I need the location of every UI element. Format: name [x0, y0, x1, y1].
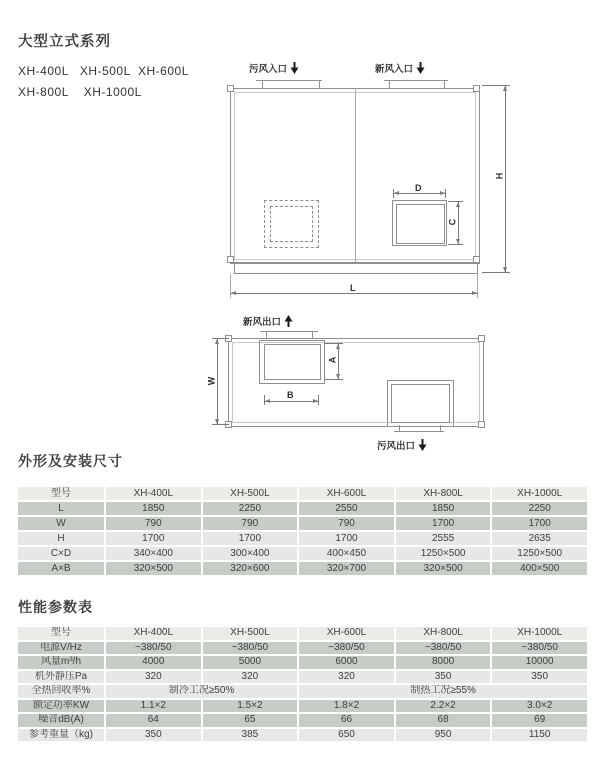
cell: 650 [299, 729, 394, 742]
table-row [18, 642, 587, 655]
table-row [18, 562, 587, 575]
table-row [18, 547, 587, 560]
dimensions-table [16, 485, 589, 577]
row-label: 噪音dB(A) [18, 714, 104, 727]
cell: 1250×500 [492, 547, 587, 560]
cell: 400×500 [492, 562, 587, 575]
row-label: 额定功率KW [18, 700, 104, 713]
cell: 320×700 [299, 562, 394, 575]
performance-section-heading: 性能参数表 [18, 599, 93, 615]
dim-tick [325, 343, 343, 344]
cell: 400×450 [299, 547, 394, 560]
dirty-air-outlet-text: 污风出口 [377, 441, 416, 452]
cell: 1250×500 [396, 547, 491, 560]
cell: 8000 [396, 656, 491, 669]
cell: 1700 [299, 532, 394, 545]
column-header: XH-800L [396, 487, 491, 500]
arrow-up-icon [284, 315, 293, 327]
row-label: 电源V/Hz [18, 642, 104, 655]
column-header: XH-1000L [492, 627, 587, 640]
cell: 2635 [492, 532, 587, 545]
fresh-air-outlet-text: 新风出口 [243, 317, 282, 328]
model-header: 型号 [18, 487, 104, 500]
cell: 6000 [299, 656, 394, 669]
dim-line-w [217, 338, 218, 425]
cell: 2555 [396, 532, 491, 545]
cell: 320×500 [396, 562, 491, 575]
dim-line-b [264, 401, 319, 402]
fresh-air-outlet-label [243, 314, 293, 328]
cell: 1150 [492, 729, 587, 742]
duct-stub-leg [399, 425, 400, 431]
dim-arrow [336, 344, 340, 349]
column-header: XH-400L [106, 627, 201, 640]
cell: 1700 [203, 532, 298, 545]
cell: 1.1×2 [106, 700, 201, 713]
table-header-row [18, 487, 587, 500]
dim-label-l: L [350, 283, 356, 293]
cell: 300×400 [203, 547, 298, 560]
page-title: 大型立式系列 [18, 34, 111, 50]
cell: 790 [203, 517, 298, 530]
cell: ~380/50 [106, 642, 201, 655]
dim-label-d: D [415, 183, 422, 193]
dim-tick [212, 424, 229, 425]
dim-tick [325, 379, 343, 380]
model-header: 型号 [18, 627, 104, 640]
row-label: 机外静压Pa [18, 671, 104, 684]
corner-post [478, 421, 485, 428]
cell: 69 [492, 714, 587, 727]
cell: 10000 [492, 656, 587, 669]
dim-label-h: H [494, 172, 505, 180]
row-label: 参考重量（kg) [18, 729, 104, 742]
cell: 1700 [106, 532, 201, 545]
table-row [18, 729, 587, 742]
cell: 350 [396, 671, 491, 684]
row-label: 风量m³/h [18, 656, 104, 669]
model-list-line2: XH-800L XH-1000L [18, 85, 142, 99]
row-label: A×B [18, 562, 104, 575]
cell: 385 [203, 729, 298, 742]
cell: 1.5×2 [203, 700, 298, 713]
duct-stub-leg [266, 331, 267, 338]
column-header: XH-600L [299, 627, 394, 640]
dim-arrow [313, 399, 318, 403]
cell: 320×600 [203, 562, 298, 575]
dim-arrow [215, 419, 219, 424]
cell: 2550 [299, 502, 394, 515]
cell: 1.8×2 [299, 700, 394, 713]
dim-label-b: B [287, 390, 294, 400]
cell: 320 [299, 671, 394, 684]
cell: 320 [203, 671, 298, 684]
table-row [18, 685, 587, 698]
cell: 1700 [396, 517, 491, 530]
dim-label-a: A [327, 356, 338, 364]
column-header: XH-1000L [492, 487, 587, 500]
cell: 320 [106, 671, 201, 684]
cell: 4000 [106, 656, 201, 669]
cell: 350 [106, 729, 201, 742]
cell: 2250 [492, 502, 587, 515]
corner-post [478, 335, 485, 342]
performance-table [16, 625, 589, 743]
dirty-air-inlet-text: 污风入口 [249, 64, 288, 75]
duct-stub-line [394, 431, 444, 432]
cell: 3.0×2 [492, 700, 587, 713]
cell: 320×500 [106, 562, 201, 575]
row-label: L [18, 502, 104, 515]
cell: 65 [203, 714, 298, 727]
merged-cell: 制冷工况≥50% [106, 685, 297, 698]
row-label: W [18, 517, 104, 530]
table-row [18, 517, 587, 530]
cell: 2.2×2 [396, 700, 491, 713]
column-header: XH-800L [396, 627, 491, 640]
cell: 68 [396, 714, 491, 727]
duct-stub-leg [440, 425, 441, 431]
dim-label-w: W [206, 376, 217, 386]
cell: 350 [492, 671, 587, 684]
table-row [18, 671, 587, 684]
column-header: XH-500L [203, 627, 298, 640]
row-label: C×D [18, 547, 104, 560]
cell: ~380/50 [396, 642, 491, 655]
dim-arrow [215, 339, 219, 344]
dim-tick [318, 395, 319, 405]
outlet-rect-inner [391, 384, 450, 423]
cell: 64 [106, 714, 201, 727]
fresh-air-inlet-text: 新风入口 [375, 64, 414, 75]
column-header: XH-500L [203, 487, 298, 500]
row-label: 全热回收率% [18, 685, 104, 698]
cell: 1850 [106, 502, 201, 515]
column-header: XH-600L [299, 487, 394, 500]
cell: 5000 [203, 656, 298, 669]
duct-stub-line [260, 331, 318, 332]
dimensions-section-heading: 外形及安装尺寸 [18, 453, 123, 469]
outlet-rect-inner [264, 344, 321, 380]
table-row [18, 700, 587, 713]
cell: 340×400 [106, 547, 201, 560]
cell: 950 [396, 729, 491, 742]
dim-arrow [265, 399, 270, 403]
cell: ~380/50 [492, 642, 587, 655]
table-row [18, 502, 587, 515]
arrow-down-icon [418, 439, 427, 451]
cell: 1850 [396, 502, 491, 515]
cell: 790 [106, 517, 201, 530]
merged-cell: 制热工况≥55% [299, 685, 587, 698]
cell: 790 [299, 517, 394, 530]
table-row [18, 656, 587, 669]
model-list-line1: XH-400L XH-500L XH-600L [18, 64, 189, 78]
cell: ~380/50 [203, 642, 298, 655]
duct-stub-leg [312, 331, 313, 338]
cell: 2250 [203, 502, 298, 515]
table-row [18, 532, 587, 545]
table-row [18, 714, 587, 727]
column-header: XH-400L [106, 487, 201, 500]
row-label: H [18, 532, 104, 545]
cell: 66 [299, 714, 394, 727]
dim-label-c: C [447, 218, 458, 226]
dim-arrow [336, 374, 340, 379]
cell: ~380/50 [299, 642, 394, 655]
cell: 1700 [492, 517, 587, 530]
table-header-row [18, 627, 587, 640]
dirty-air-outlet-label [377, 438, 427, 452]
